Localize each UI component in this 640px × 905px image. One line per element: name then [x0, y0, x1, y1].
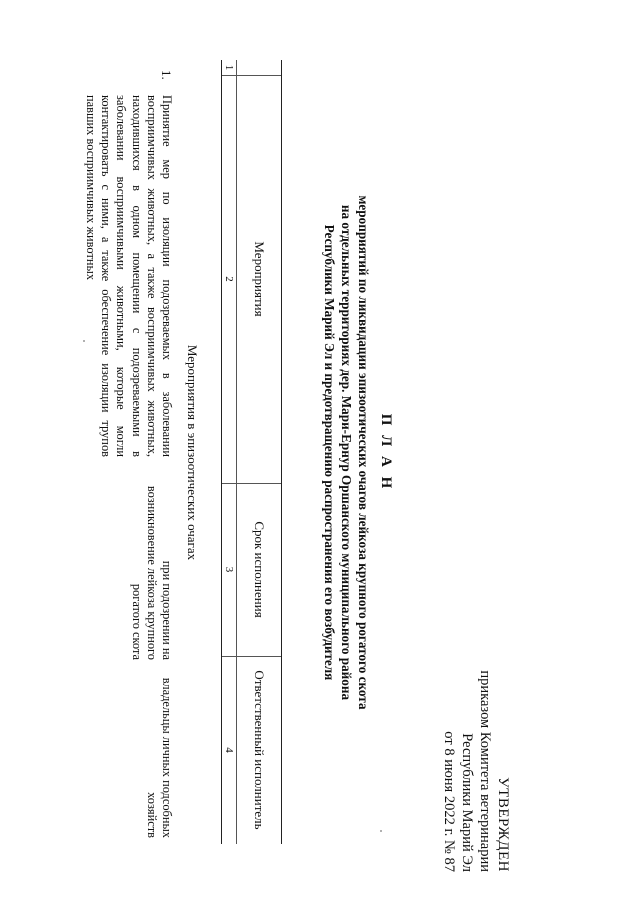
approval-line: Республики Марий Эл: [459, 733, 475, 872]
item-deadline: при подозрении на возникновение лейкоза крупного рогатого скота: [129, 485, 174, 660]
approval-line: приказом Комитета ветеринарии: [477, 670, 493, 872]
approval-block: [440, 592, 512, 872]
header-cell-activities: Мероприятия: [252, 241, 267, 317]
item-number: 1.: [159, 70, 174, 80]
column-number: 3: [223, 566, 236, 573]
header-cell-responsible: Ответственный исполнитель: [252, 670, 267, 830]
approval-heading: УТВЕРЖДЕН: [495, 777, 511, 872]
approval-line: от 8 июня 2022 г. № 87: [441, 731, 457, 872]
table-header: [221, 60, 282, 844]
item-responsible: владельцы личных подсобных хозяйств: [144, 677, 174, 838]
plan-subtitle-line: на отдельных территориях дер. Мари-Ернур Оршанского муниципального района: [339, 204, 354, 701]
header-cell-deadline: Срок исполнения: [252, 521, 267, 618]
column-number-row: [222, 60, 237, 844]
scan-speck: [380, 830, 382, 832]
plan-subtitle-line: мероприятий по ликвидации эпизоотических очагов лейкоза крупного рогатого скота: [356, 195, 371, 710]
section-title: Мероприятия в эпизоотических очагах: [185, 344, 200, 561]
scan-speck: [83, 340, 85, 342]
header-cell-number: [237, 60, 281, 75]
plan-subtitle-line: Республики Марий Эл и предотвращению распространения его возбудителя: [322, 224, 337, 681]
plan-subtitle: [321, 0, 372, 905]
column-number: 2: [223, 276, 236, 282]
header-row: [236, 60, 281, 844]
column-number: 1: [223, 64, 236, 71]
column-number: 4: [223, 747, 236, 753]
plan-title: П Л А Н: [378, 413, 394, 492]
item-activity-text: Принятие мер по изоляции подозреваемых в заболевании восприимчивых животных, а также восприимчивых животных, находившихся в одном помещении с подозреваемыми в заболевании восприимчивыми животными, которые могли контактировать с ними, а также обеспечение изоляции трупов павших восприимчивых животных: [83, 95, 174, 457]
